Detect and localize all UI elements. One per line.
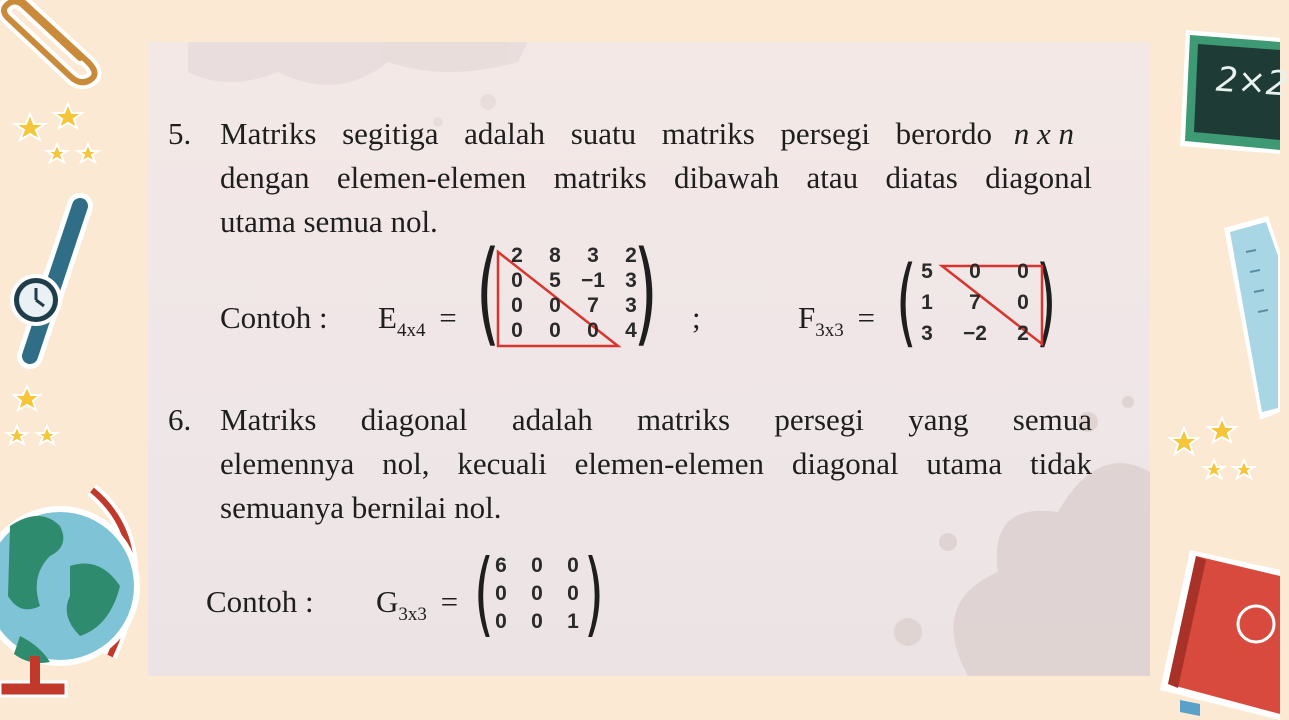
matrix-cell: 0 (511, 269, 523, 292)
matrix-cell: 0 (567, 554, 579, 577)
right-paren: ) (1035, 246, 1056, 358)
matrix-cell: 0 (567, 582, 579, 605)
matrix-cell: 2 (511, 244, 523, 267)
globe-icon (0, 486, 150, 720)
matrix-cell: 0 (969, 260, 981, 283)
matrix-cell: 0 (587, 319, 599, 342)
matrix-cell: 7 (587, 294, 599, 317)
matrix-cell: 0 (495, 582, 507, 605)
definition-line-3: utama semua nol. (220, 204, 438, 239)
order-term: n x n (1013, 116, 1075, 151)
matrix-f-name: $F_{3x3}$ = (798, 300, 875, 341)
left-paren: ( (476, 228, 501, 358)
definition-line-1: Matriks diagonal adalah matriks persegi yang semua (220, 402, 1092, 437)
matrix-cell: 7 (969, 291, 981, 314)
matrix-cell: 0 (511, 294, 523, 317)
definition-line-3: semuanya bernilai nol. (220, 490, 502, 525)
star-icon (12, 98, 107, 173)
matrix-cell: 2 (1017, 322, 1029, 345)
matrix-cell: 0 (549, 319, 561, 342)
matrix-cell: 2 (625, 244, 637, 267)
definition-line-2: elemennya nol, kecuali elemen-elemen diagonal utama tidak (220, 446, 1092, 481)
matrix-cell: −2 (963, 322, 987, 345)
matrix-e (476, 228, 658, 358)
matrix-f (896, 246, 1056, 358)
left-paren: ( (474, 540, 494, 647)
document-page (148, 42, 1150, 676)
matrix-cell: 0 (1017, 291, 1029, 314)
matrix-g (474, 540, 604, 647)
wristwatch-icon (0, 196, 100, 366)
matrix-cell: 3 (921, 322, 933, 345)
matrix-cell: 0 (531, 582, 543, 605)
matrix-cell: 3 (587, 244, 599, 267)
matrix-cell: 3 (625, 294, 637, 317)
matrix-cell: −1 (581, 269, 605, 292)
matrix-cell: 6 (495, 554, 507, 577)
matrix-cell: 3 (625, 269, 637, 292)
chalkboard-text: 2×2 (1214, 59, 1289, 105)
matrix-cell: 0 (531, 610, 543, 633)
example-label: Contoh : (206, 584, 314, 619)
matrix-g-name: $G_{3x3}$ = (376, 584, 459, 625)
book-icon (1160, 540, 1280, 720)
definition-item-6 (168, 398, 1098, 538)
matrix-cell: 0 (495, 610, 507, 633)
star-icon (1164, 414, 1264, 484)
left-paren: ( (896, 246, 917, 358)
example-label: Contoh : (220, 300, 328, 335)
matrix-e-name: $E_{4x4}$ = (378, 300, 457, 341)
item-number: 5. (168, 116, 192, 151)
definition-line-1: Matriks segitiga adalah suatu matriks persegi berordo n x n (220, 112, 1074, 156)
separator: ; (692, 300, 701, 335)
matrix-cell: 1 (567, 610, 579, 633)
matrix-cell: 5 (549, 269, 561, 292)
matrix-cell: 0 (531, 554, 543, 577)
item-number: 6. (168, 402, 192, 437)
definition-line-2: dengan elemen-elemen matriks dibawah atau diatas diagonal (220, 160, 1092, 195)
right-paren: ) (633, 228, 658, 358)
matrix-cell: 0 (549, 294, 561, 317)
paperclip-icon (0, 0, 120, 85)
matrix-cell: 0 (1017, 260, 1029, 283)
matrix-cell: 8 (549, 244, 561, 267)
ruler-icon (1220, 212, 1280, 422)
right-paren: ) (584, 540, 604, 647)
matrix-cell: 1 (921, 291, 933, 314)
matrix-cell: 4 (625, 319, 637, 342)
matrix-cell: 0 (511, 319, 523, 342)
star-icon (5, 382, 65, 452)
matrix-cell: 5 (921, 260, 933, 283)
